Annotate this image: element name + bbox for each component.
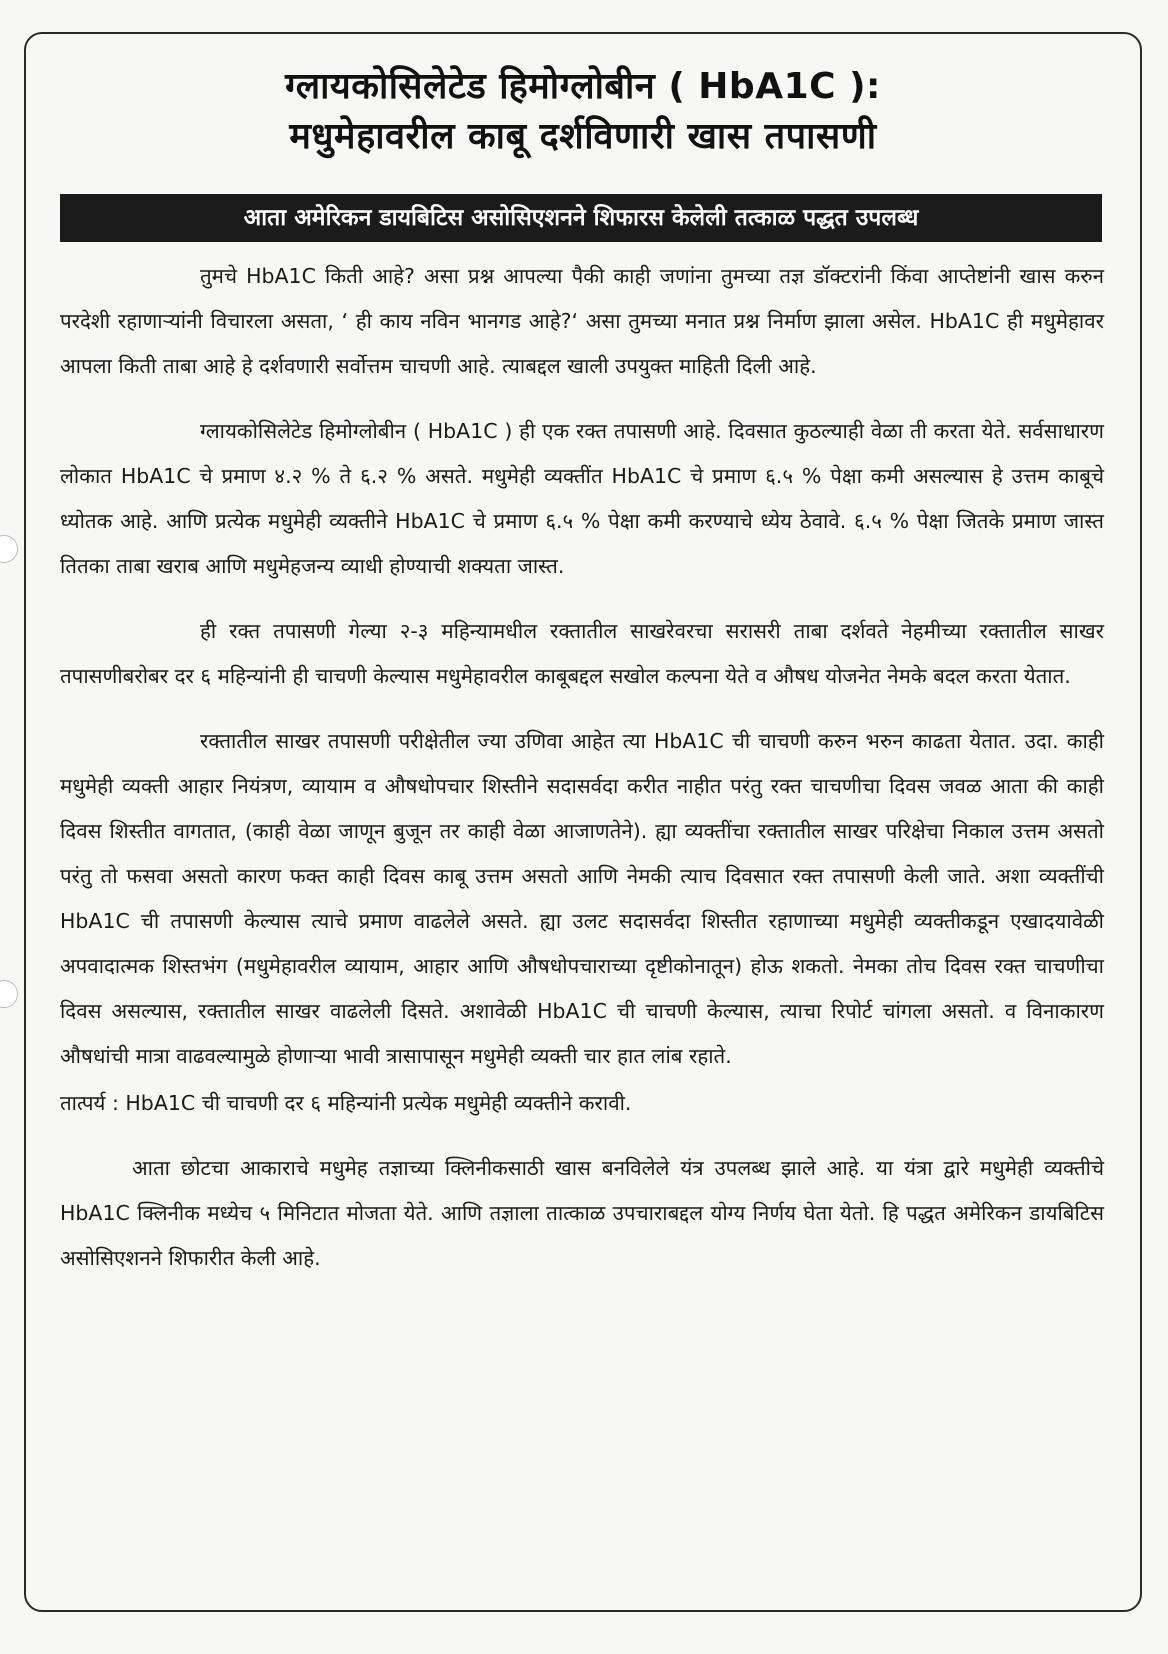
subtitle-banner: आता अमेरिकन डायबिटिस असोसिएशनने शिफारस केलेली तत्काळ पद्धत उपलब्ध [60, 194, 1102, 242]
page-title [60, 62, 1106, 162]
paragraph-definition: ग्लायकोसिलेटेड हिमोग्लोबीन ( HbA1C ) ही एक रक्त तपासणी आहे. दिवसात कुठल्याही वेळा ती करता येते. सर्वसाधारण लोकात HbA1C चे प्रमाण ४.२ % ते ६.२ % असते. मधुमेही व्यक्तींत HbA1C चे प्रमाण ६.५ % पेक्षा कमी असल्यास हे उत्तम काबूचे ध्योतक आहे. आणि प्रत्येक मधुमेही व्यक्तीने HbA1C चे प्रमाण ६.५ % पेक्षा कमी करण्याचे ध्येय ठेवावे. ६.५ % पेक्षा जितके प्रमाण जास्त तितका ताबा खराब आणि मधुमेहजन्य व्याधी होण्याची शक्यता जास्त. [60, 419, 1104, 578]
paragraph-intro: तुमचे HbA1C किती आहे? असा प्रश्न आपल्या पैकी काही जणांना तुमच्या तज्ञ डॉक्टरांनी किंवा आप्तेष्टांनी खास करुन परदेशी रहाणाऱ्यांनी विचारला असता, ‘ ही काय नविन भानगड आहे?‘ असा तुमच्या मनात प्रश्न निर्माण झाला असेल. HbA1C ही मधुमेहावर आपला किती ताबा आहे हे दर्शवणारी सर्वोत्तम चाचणी आहे. त्याबद्दल खाली उपयुक्त माहिती दिली आहे. [60, 264, 1104, 378]
title-line-1: ग्लायकोसिलेटेड हिमोग्लोबीन ( HbA1C ): [285, 66, 881, 107]
paragraph-closing: आता छोटचा आकाराचे मधुमेह तज्ञाच्या क्लिनीकसाठी खास बनविलेले यंत्र उपलब्ध झाले आहे. या यंत्रा द्वारे मधुमेही व्यक्तीचे HbA1C क्लिनीक मध्येच ५ मिनिटात मोजता येते. आणि तज्ञाला तात्काळ उपचाराबद्दल योग्य निर्णय घेता येतो. हि पद्धत अमेरिकन डायबिटिस असोसिएशनने शिफारीत केली आहे. [60, 1156, 1104, 1270]
paragraph-advantages: रक्तातील साखर तपासणी परीक्षेतील ज्या उणिवा आहेत त्या HbA1C ची चाचणी करुन भरुन काढता येतात. उदा. काही मधुमेही व्यक्ती आहार नियंत्रण, व्यायाम व औषधोपचार शिस्तीने सदासर्वदा करीत नाहीत परंतु रक्त चाचणीचा दिवस जवळ आता की काही दिवस शिस्तीत वागतात, (काही वेळा जाणून बुजून तर काही वेळा आजाणतेने). ह्या व्यक्तींचा रक्तातील साखर परिक्षेचा निकाल उत्तम असतो परंतु तो फसवा असतो कारण फक्त काही दिवस काबू उत्तम असतो आणि नेमकी त्याच दिवसात रक्त तपासणी केली जाते. अशा व्यक्तींची HbA1C ची तपासणी केल्यास त्याचे प्रमाण वाढलेले असते. ह्या उलट सदासर्वदा शिस्तीत रहाणाच्या मधुमेही व्यक्तीकडून एखादयावेळी अपवादात्मक शिस्तभंग (मधुमेहावरील व्यायाम, आहार आणि औषधोपचाराच्या दृष्टीकोनातून) होऊ शकतो. नेमका तोच दिवस रक्त चाचणीचा दिवस असल्यास, रक्तातील साखर वाढलेली दिसते. अशावेळी HbA1C ची चाचणी केल्यास, त्याचा रिपोर्ट चांगला असतो. व विनाकारण औषधांची मात्रा वाढवल्यामुळे होणाऱ्या भावी त्रासापासून मधुमेही व्यक्ती चार हात लांब रहाते. [60, 729, 1104, 1068]
paragraph-frequency: ही रक्त तपासणी गेल्या २-३ महिन्यामधील रक्तातील साखरेवरचा सरासरी ताबा दर्शवते नेहमीच्या रक्तातील साखर तपासणीबरोबर दर ६ महिन्यांनी ही चाचणी केल्यास मधुमेहावरील काबूबद्दल सखोल कल्पना येते व औषध योजनेत नेमके बदल करता येतात. [60, 619, 1104, 688]
summary-line: तात्पर्य : HbA1C ची चाचणी दर ६ महिन्यांनी प्रत्येक मधुमेही व्यक्तीने करावी. [60, 1091, 632, 1115]
article-body [60, 254, 1104, 1301]
punch-hole-mark [0, 535, 18, 563]
title-line-2: मधुमेहावरील काबू दर्शविणारी खास तपासणी [289, 116, 877, 157]
punch-hole-mark [0, 980, 18, 1008]
